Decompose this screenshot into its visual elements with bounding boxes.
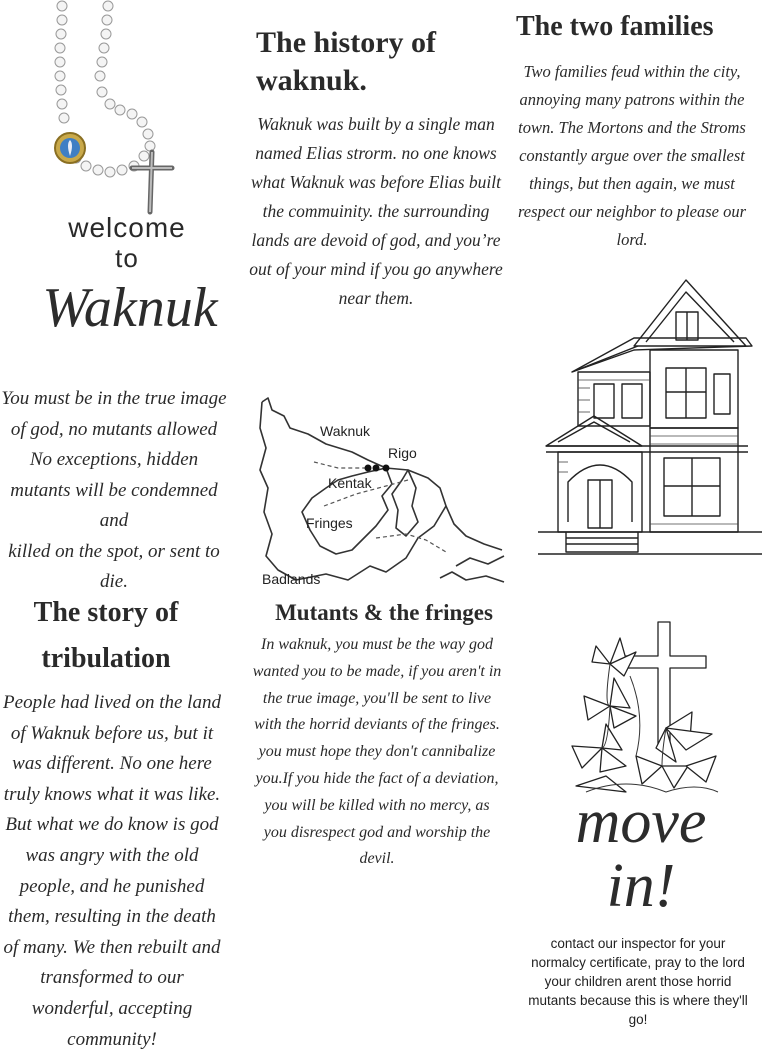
mutants-title: Mutants & the fringes: [275, 600, 493, 625]
map-label-fringes: Fringes: [306, 515, 353, 531]
contact-text: contact our inspector for your normalcy certificate, pray to the lord your children arent those horrid mutants because this is where they'll go!: [528, 936, 748, 1027]
mutants-body: In waknuk, you must be the way god wanted you to be made, if you aren't in the true image, you'll be sent to live with the horrid deviants of the fringes. you must hope they don't cannibalize you.If you hide the fact of a deviation, you will be killed with no mercy, as you disrespect god and worship the devil.: [252, 636, 502, 868]
true-image-line: You must be in the true image: [1, 388, 227, 409]
true-image-line: and: [99, 510, 129, 531]
welcome-line-2: to: [115, 243, 139, 273]
true-image-line: mutants will be condemned: [10, 479, 218, 501]
families-body: Two families feud within the city, annoying many patrons within the town. The Mortons and the Stroms constantly argue over the smallest things, but then again, we must respect our neighbor to please our lord.: [517, 62, 747, 249]
map-label-rigo: Rigo: [388, 445, 417, 461]
true-image-line: No exceptions, hidden: [29, 449, 199, 470]
waknuk-title: Waknuk: [42, 277, 218, 339]
families-title: The two families: [516, 11, 714, 42]
story-body: People had lived on the land of Waknuk before us, but it was different. No one here truly knows what it was like. But what we do know is god was angry with the old people, and he punished them, resulting in the death of many. We then rebuilt and transformed to our wonderful, accepting community!: [3, 692, 221, 1050]
true-image-line: of god, no mutants allowed: [10, 418, 218, 440]
history-title: [256, 24, 496, 100]
history-body: Waknuk was built by a single man named Elias strorm. no one knows what Waknuk was before Elias built the commuinity. the surrounding lands are devoid of god, and you’re out of your mind if you go anywhere near them.: [249, 114, 503, 308]
move-in-line-2: in!: [606, 852, 676, 920]
history-title-line-1: The history of: [256, 26, 436, 59]
victorian-house-illustration: [538, 276, 762, 562]
story-title-line-2: tribulation: [41, 643, 171, 674]
true-image-line: killed on the spot, or sent to: [8, 540, 220, 562]
welcome-line-1: welcome: [68, 212, 186, 243]
move-in-title: [556, 790, 726, 918]
map-label-waknuk: Waknuk: [320, 423, 371, 439]
move-in-line-1: move: [575, 788, 707, 856]
story-title-line-1: The story of: [33, 597, 179, 628]
map-label-badlands: Badlands: [262, 571, 321, 587]
lily-cross-illustration: [566, 616, 722, 796]
story-title: [20, 590, 192, 682]
true-image-line: die.: [100, 571, 128, 592]
history-title-line-2: waknuk.: [256, 64, 367, 97]
true-image-text: [0, 384, 228, 598]
waknuk-map: [256, 388, 508, 594]
map-label-kentak: Kentak: [328, 475, 372, 491]
rosary-icon: [40, 0, 200, 220]
